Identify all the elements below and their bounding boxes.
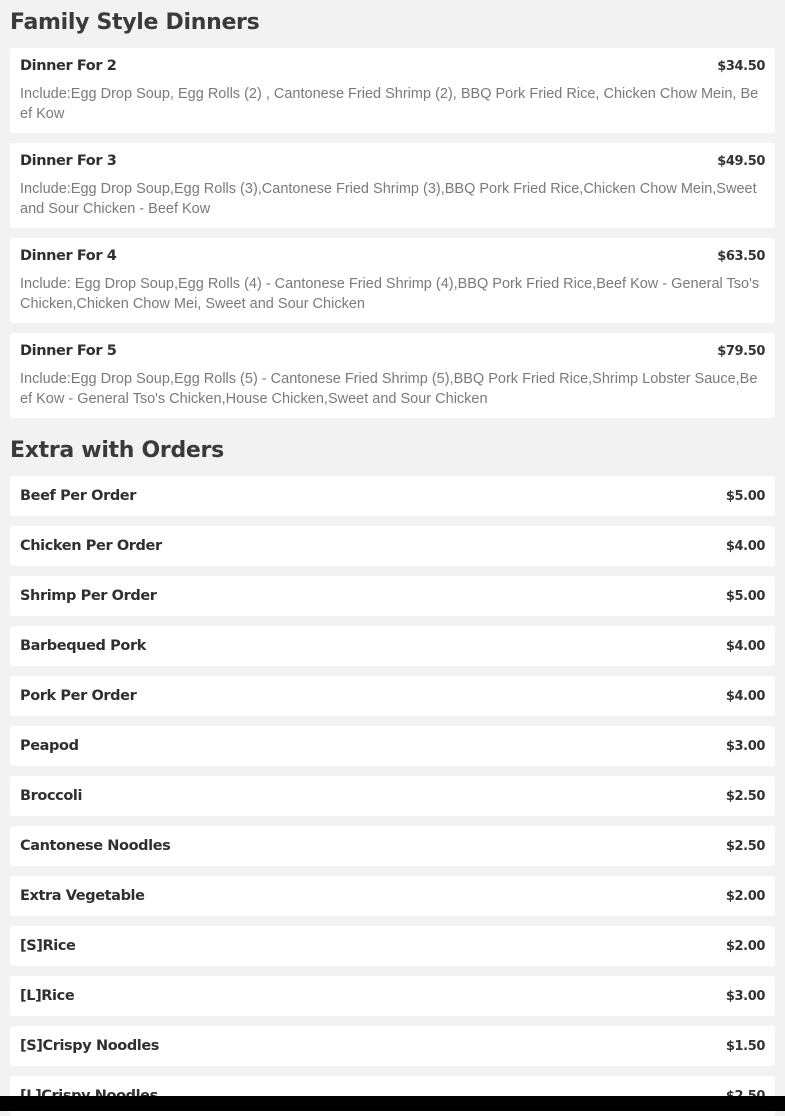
item-price: $5.00 — [725, 588, 765, 604]
menu-item-extra-vegetable[interactable] — [10, 876, 775, 916]
item-name: Dinner For 2 — [20, 58, 117, 74]
menu-item-barbequed-pork[interactable] — [10, 626, 775, 666]
item-price: $3.00 — [725, 738, 765, 754]
menu-item-broccoli[interactable] — [10, 776, 775, 816]
menu-item-pork-per-order[interactable] — [10, 676, 775, 716]
item-name: Dinner For 5 — [20, 343, 117, 359]
item-price: $34.50 — [717, 59, 765, 74]
extra-with-orders-heading: Extra with Orders — [10, 438, 224, 463]
item-name: Peapod — [20, 738, 79, 754]
menu-item-dinner-for-3[interactable] — [10, 143, 775, 228]
menu-item-dinner-for-5[interactable] — [10, 333, 775, 418]
menu-item-chicken-per-order[interactable] — [10, 526, 775, 566]
menu-item-beef-per-order[interactable] — [10, 476, 775, 516]
item-description: Include: Egg Drop Soup,Egg Rolls (4) - Cantonese Fried Shrimp (4),BBQ Pork Fried Rice,Beef Kow - General Tso's Chicken,Chicken Chow Mei, Sweet and Sour Chicken — [20, 276, 760, 312]
menu-item-dinner-for-2[interactable] — [10, 48, 775, 133]
item-name: Extra Vegetable — [20, 888, 145, 904]
item-price: $79.50 — [717, 344, 765, 359]
item-price: $4.00 — [725, 688, 765, 704]
item-name: [S]Crispy Noodles — [20, 1038, 160, 1054]
bottom-black-bar — [0, 1096, 785, 1111]
item-name: [L]Rice — [20, 988, 75, 1004]
item-price: $63.50 — [717, 249, 765, 264]
item-name: Beef Per Order — [20, 488, 136, 504]
menu-item-large-rice[interactable] — [10, 976, 775, 1016]
item-price: $49.50 — [717, 154, 765, 169]
item-name: [S]Rice — [20, 938, 76, 954]
item-price: $1.50 — [725, 1038, 765, 1054]
item-name: Dinner For 3 — [20, 153, 117, 169]
item-price: $4.00 — [725, 638, 765, 654]
item-description: Include:Egg Drop Soup, Egg Rolls (2) , Cantonese Fried Shrimp (2), BBQ Pork Fried Rice, Chicken Chow Mein, Beef Kow — [20, 86, 759, 122]
item-description: Include:Egg Drop Soup,Egg Rolls (3),Cantonese Fried Shrimp (3),BBQ Pork Fried Rice,Chicken Chow Mein,Sweet and Sour Chicken - Beef Kow — [20, 181, 757, 217]
item-price: $4.00 — [725, 538, 765, 554]
item-name: Dinner For 4 — [20, 248, 117, 264]
item-price: $2.50 — [725, 838, 765, 854]
item-price: $2.00 — [725, 888, 765, 904]
family-dinners-list — [0, 48, 785, 418]
menu-item-dinner-for-4[interactable] — [10, 238, 775, 323]
menu-item-small-rice[interactable] — [10, 926, 775, 966]
item-name: Chicken Per Order — [20, 538, 162, 554]
extras-list — [0, 476, 785, 1116]
menu-item-small-crispy-noodles[interactable] — [10, 1026, 775, 1066]
family-style-dinners-heading: Family Style Dinners — [10, 10, 260, 35]
item-name: Pork Per Order — [20, 688, 137, 704]
item-price: $2.50 — [725, 788, 765, 804]
item-name: Cantonese Noodles — [20, 838, 171, 854]
item-name: Broccoli — [20, 788, 83, 804]
item-name: Barbequed Pork — [20, 638, 146, 654]
menu-item-cantonese-noodles[interactable] — [10, 826, 775, 866]
item-name: Shrimp Per Order — [20, 588, 157, 604]
item-price: $5.00 — [725, 488, 765, 504]
item-description: Include:Egg Drop Soup,Egg Rolls (5) - Cantonese Fried Shrimp (5),BBQ Pork Fried Rice,Shrimp Lobster Sauce,Beef Kow - General Tso's Chicken,House Chicken,Sweet and Sour Chicken — [20, 371, 758, 407]
item-price: $2.00 — [725, 938, 765, 954]
item-price: $3.00 — [725, 988, 765, 1004]
menu-item-peapod[interactable] — [10, 726, 775, 766]
menu-item-shrimp-per-order[interactable] — [10, 576, 775, 616]
